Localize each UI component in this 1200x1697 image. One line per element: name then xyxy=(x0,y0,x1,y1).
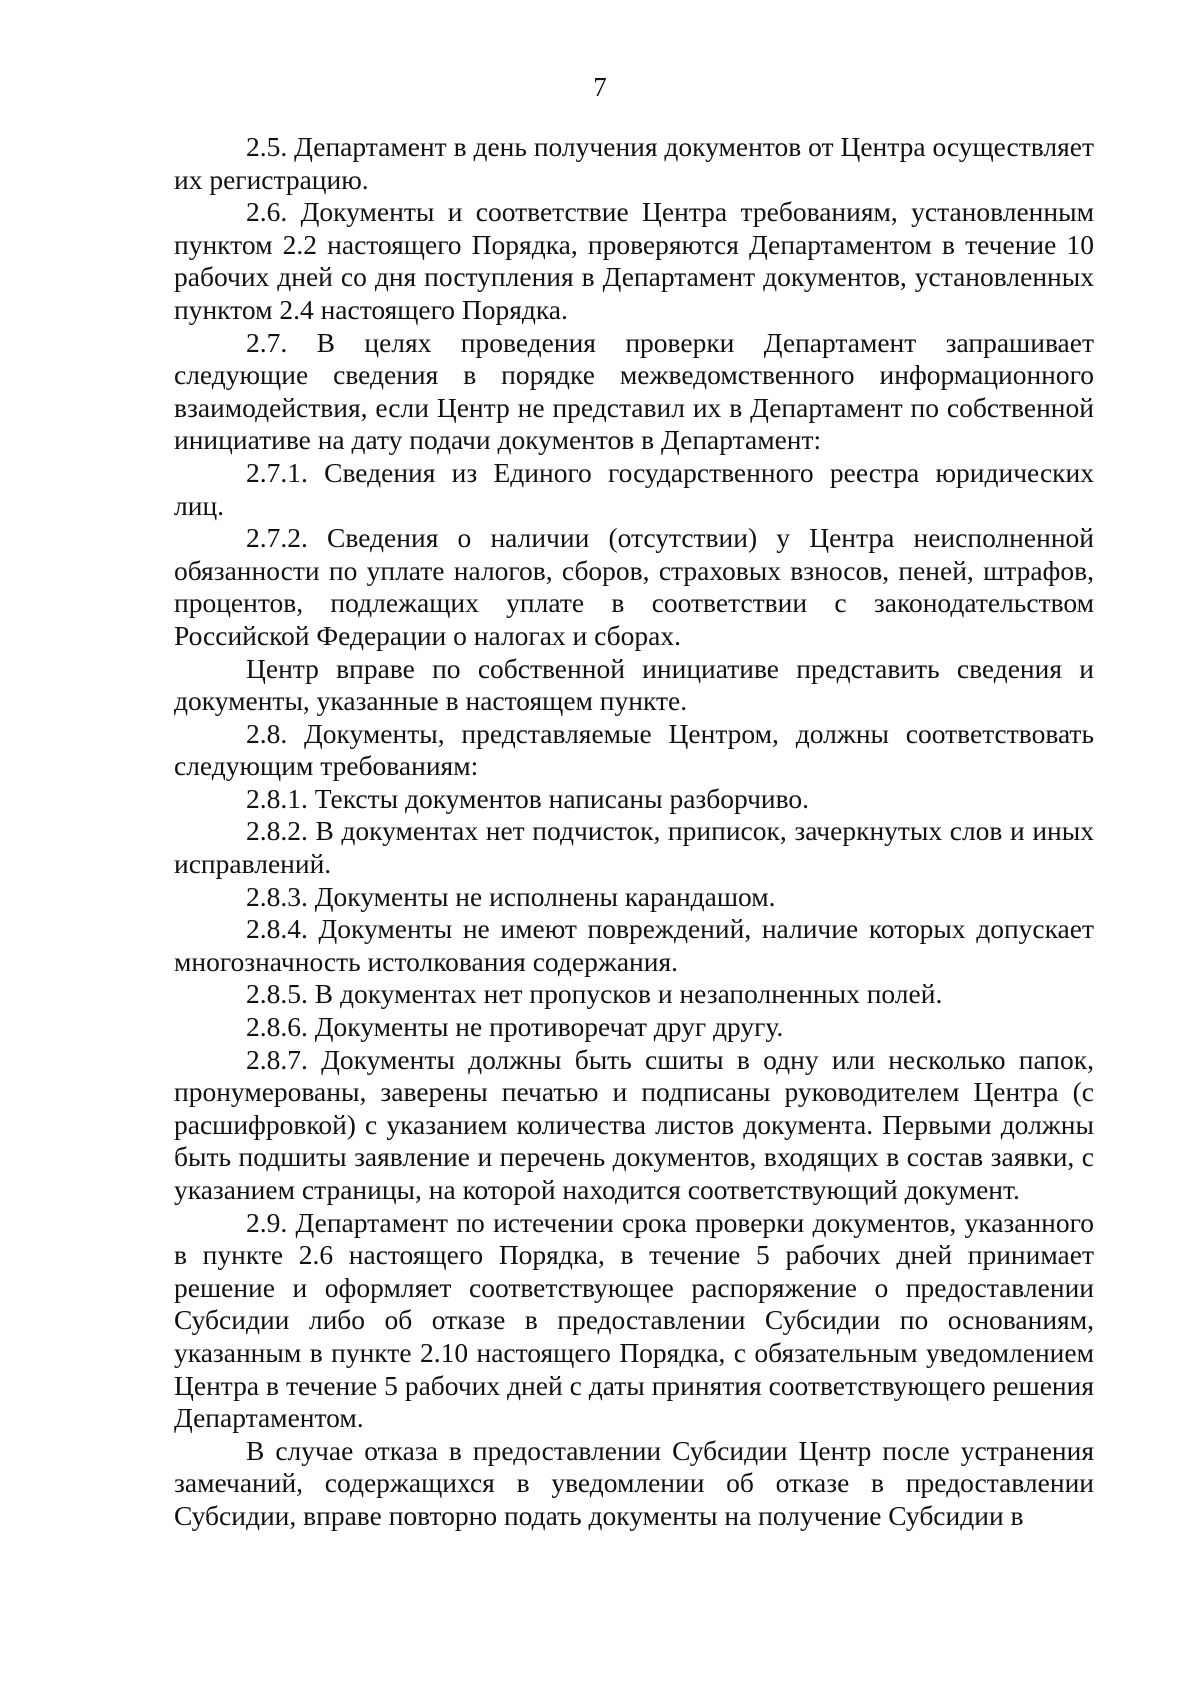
paragraph-2-7: 2.7. В целях проведения проверки Департамент запрашивает следующие сведения в порядке межведомственного информационного взаимодействия, если Центр не представил их в Департамент по собственной инициативе на дату подачи документов в Департамент: xyxy=(174,326,1094,456)
paragraph-2-6: 2.6. Документы и соответствие Центра требованиям, установленным пунктом 2.2 настоящего Порядка, проверяются Департаментом в течение 10 рабочих дней со дня поступления в Департамент документов, установленных пунктом 2.4 настоящего Порядка. xyxy=(174,196,1094,325)
paragraph-2-8: 2.8. Документы, представляемые Центром, должны соответствовать следующим требованиям: xyxy=(174,717,1094,782)
paragraph-2-9: 2.9. Департамент по истечении срока проверки документов, указанного в пункте 2.6 настоящего Порядка, в течение 5 рабочих дней принимает решение и оформляет соответствующее распоряжение о предоставлении Субсидии либо об отказе в предоставлении Субсидии по основаниям, указанным в пункте 2.10 настоящего Порядка, с обязательным уведомлением Центра в течение 5 рабочих дней с даты принятия соответствующего решения Департаментом. xyxy=(174,1206,1094,1434)
paragraph-2-8-5: 2.8.5. В документах нет пропусков и незаполненных полей. xyxy=(246,978,943,1010)
paragraph-2-8-1: 2.8.1. Тексты документов написаны разборчиво. xyxy=(246,782,810,814)
paragraph-2-8-3: 2.8.3. Документы не исполнены карандашом. xyxy=(246,880,776,912)
document-body xyxy=(174,131,1094,1533)
paragraph-2-8-2: 2.8.2. В документах нет подчисток, приписок, зачеркнутых слов и иных исправлений. xyxy=(174,815,1094,880)
paragraph-refusal-case: В случае отказа в предоставлении Субсидии Центр после устранения замечаний, содержащихся в уведомлении об отказе в предоставлении Субсидии, вправе повторно подать документы на получение Субсидии в xyxy=(174,1434,1094,1531)
page-number: 7 xyxy=(593,72,607,102)
paragraph-2-8-7: 2.8.7. Документы должны быть сшиты в одну или несколько папок, пронумерованы, заверены печатью и подписаны руководителем Центра (с расшифровкой) с указанием количества листов документа. Первыми должны быть подшиты заявление и перечень документов, входящих в состав заявки, с указанием страницы, на которой находится соответствующий документ. xyxy=(174,1043,1094,1205)
paragraph-2-8-4: 2.8.4. Документы не имеют повреждений, наличие которых допускает многозначность истолкования содержания. xyxy=(174,913,1094,977)
paragraph-center-right: Центр вправе по собственной инициативе представить сведения и документы, указанные в настоящем пункте. xyxy=(174,652,1094,717)
paragraph-2-7-2: 2.7.2. Сведения о наличии (отсутствии) у Центра неисполненной обязанности по уплате налогов, сборов, страховых взносов, пеней, штрафов, процентов, подлежащих уплате в соответствии с законодательством Российской Федерации о налогах и сборах. xyxy=(174,522,1094,651)
paragraph-2-8-6: 2.8.6. Документы не противоречат друг другу. xyxy=(246,1011,784,1043)
paragraph-2-5: 2.5. Департамент в день получения документов от Центра осуществляет их регистрацию. xyxy=(174,131,1094,195)
paragraph-2-7-1: 2.7.1. Сведения из Единого государственного реестра юридических лиц. xyxy=(174,456,1094,521)
